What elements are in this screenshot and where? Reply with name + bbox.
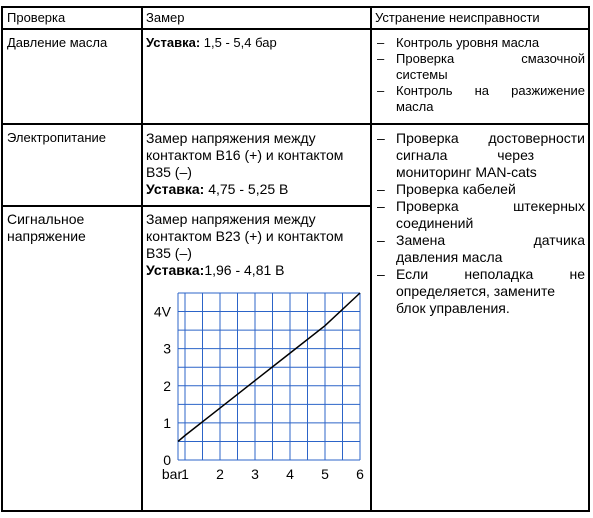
list-item: – Если неполадка не определяется, замените блок управления. — [377, 266, 585, 316]
column-divider-1 — [141, 8, 143, 510]
header-check: Проверка — [7, 10, 66, 25]
list-item-text: Проверка достоверности — [396, 130, 585, 146]
setpoint-oil-pressure — [146, 35, 277, 51]
measure-line: B35 (–) — [146, 245, 192, 261]
x-tick-label: 3 — [251, 466, 259, 482]
list-item-text: блок управления. — [396, 300, 510, 316]
list-item-text: системы — [396, 67, 448, 82]
fix-list-oil-pressure — [375, 35, 585, 115]
list-item: – Проверка смазочной системы — [377, 51, 585, 82]
row-divider-2 — [3, 205, 372, 207]
setpoint-label: Уставка: — [146, 35, 201, 50]
list-item-text: масла — [396, 99, 434, 114]
x-tick-label: 5 — [321, 466, 329, 482]
list-item-text: мониторинг MAN-cats — [396, 164, 537, 180]
list-item: – Контроль уровня масла — [377, 35, 540, 50]
column-divider-2 — [370, 8, 372, 510]
check-line: Сигнальное — [7, 211, 85, 227]
check-power-supply: Электропитание — [7, 130, 106, 145]
setpoint-signal-voltage — [146, 262, 343, 279]
measure-line: B35 (–) — [146, 164, 192, 180]
y-tick-label: 2 — [163, 377, 171, 394]
list-item-text: давления масла — [396, 249, 503, 265]
x-tick-label: 4 — [286, 466, 294, 482]
y-tick-label: 0 — [163, 452, 171, 468]
measure-line: Замер напряжения между — [146, 211, 316, 227]
check-signal-voltage — [7, 211, 86, 245]
header-measure: Замер — [146, 10, 185, 25]
header-fix: Устранение неисправности — [375, 10, 540, 25]
list-item-text: Контроль на разжижение — [396, 83, 585, 98]
list-item-text: определяется, замените — [396, 283, 556, 299]
list-item: – Проверка достоверности сигнала через мониторинг MAN-cats — [377, 130, 585, 180]
setpoint-value: 1,96 - 4,81 В — [204, 262, 285, 278]
list-item: – Проверка штекерных соединений — [377, 198, 585, 231]
y-tick-label: 4V — [153, 303, 171, 320]
list-item-text: Проверка кабелей — [396, 181, 516, 197]
list-item: – Проверка кабелей — [377, 181, 516, 197]
setpoint-value: 1,5 - 5,4 бар — [200, 35, 277, 50]
list-item: – Замена датчика давления масла — [377, 232, 585, 265]
measure-signal-voltage — [146, 211, 343, 279]
list-item-text: Если неполадка не — [396, 266, 585, 282]
fix-list-signal — [375, 130, 585, 317]
list-item-text: Замена датчика — [396, 232, 585, 248]
measure-line: контактом B23 (+) и контактом — [146, 228, 344, 244]
y-tick-label: 3 — [163, 340, 171, 357]
check-line: напряжение — [7, 228, 86, 244]
setpoint-value: 4,75 - 5,25 В — [204, 181, 289, 197]
setpoint-power-supply — [146, 181, 343, 198]
x-tick-label: bar — [161, 466, 183, 482]
measure-line: Замер напряжения между — [146, 130, 316, 146]
measure-line: контактом B16 (+) и контактом — [146, 147, 344, 163]
list-item-text: Контроль уровня масла — [396, 35, 540, 50]
row-divider-1 — [3, 123, 588, 125]
list-item-text: Проверка смазочной — [396, 51, 585, 66]
list-item-text: соединений — [396, 215, 474, 231]
list-item: – Контроль на разжижение масла — [377, 83, 585, 114]
y-tick-label: 1 — [163, 414, 171, 431]
measure-power-supply — [146, 130, 343, 198]
list-item-text: Проверка штекерных — [396, 198, 585, 214]
check-oil-pressure: Давление масла — [7, 35, 108, 50]
x-tick-label: 1 — [181, 466, 189, 482]
setpoint-label: Уставка: — [146, 181, 205, 197]
x-tick-label: 6 — [356, 466, 364, 482]
list-item-text: сигнала через — [396, 147, 534, 163]
setpoint-label: Уставка: — [146, 262, 205, 278]
signal-voltage-chart — [145, 282, 365, 482]
header-divider — [3, 28, 588, 30]
x-tick-label: 2 — [216, 466, 224, 482]
